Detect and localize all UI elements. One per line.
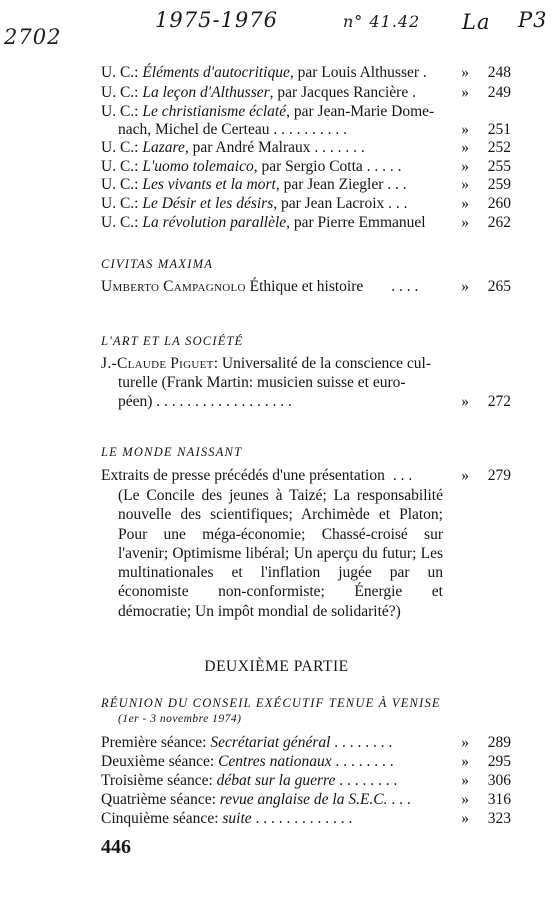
part-title: DEUXIÈME PARTIE xyxy=(204,658,349,675)
page-ref: 289 xyxy=(487,734,511,751)
guillemet: » xyxy=(461,467,469,484)
entry-prefix: U. C.: xyxy=(101,84,143,101)
entry-text xyxy=(101,176,407,194)
entry-title-continued: turelle (Frank Martin: musicien suisse et euro- xyxy=(118,374,406,391)
entry-author: , par Sergio Cotta xyxy=(253,158,363,175)
entry-title: suite xyxy=(222,810,252,827)
page-ref: 306 xyxy=(487,772,511,789)
guillemet: » xyxy=(461,195,469,212)
author-last-name: Piguet xyxy=(170,355,214,372)
dot-leader: . . . . . . . . xyxy=(330,734,393,751)
entry-author: , par Jean Ziegler xyxy=(275,176,384,193)
entry-text xyxy=(101,753,394,771)
entry-author: , par Louis Althusser xyxy=(289,64,420,81)
entry-title: revue anglaise de la S.E.C. xyxy=(219,791,388,808)
guillemet: » xyxy=(461,393,469,410)
entry-description: (Le Concile des jeunes à Taizé; La responsabilité nouvelle des scientifiques; Archimède et Platon; Pour une méga-économie; Chassé-croisé sur l'avenir; Optimisme libéral; Un aperçu du futur; Les multinationales et l'inflation jugée par un économiste non-conformiste; Énergie et démocratie; Un impôt mondial de solidarité?) xyxy=(118,487,443,620)
entry-text xyxy=(101,810,352,828)
guillemet: » xyxy=(461,772,469,789)
guillemet: » xyxy=(461,278,469,295)
handwritten-note-p3: P3 xyxy=(518,8,548,32)
guillemet: » xyxy=(461,158,469,175)
page-ref: 279 xyxy=(487,467,511,484)
guillemet: » xyxy=(461,121,469,138)
guillemet: » xyxy=(461,753,469,770)
handwritten-note-la: La xyxy=(462,10,491,34)
page-ref: 262 xyxy=(487,214,511,231)
handwritten-years: 1975-1976 xyxy=(155,8,278,32)
entry-title: Secrétariat général xyxy=(210,734,331,751)
page-ref: 265 xyxy=(487,278,511,295)
section-heading-reunion: RÉUNION DU CONSEIL EXÉCUTIF TENUE À VENISE xyxy=(101,696,441,710)
dot-leader: . . . xyxy=(383,176,407,193)
entry-text xyxy=(101,103,434,121)
entry-title: débat sur la guerre xyxy=(216,772,336,789)
entry-text xyxy=(101,791,411,809)
entry-prefix: U. C.: xyxy=(101,139,143,156)
entry-text xyxy=(101,772,397,790)
page-ref: 251 xyxy=(487,121,511,138)
entry-title: Centres nationaux xyxy=(218,753,332,770)
entry-title: Éthique et histoire xyxy=(245,278,364,295)
author-first-name: Umberto xyxy=(101,278,160,295)
author-first-name: J.-Claude xyxy=(101,355,167,372)
dot-leader: . . . . . . . . xyxy=(331,753,394,770)
entry-prefix: U. C.: xyxy=(101,103,143,120)
guillemet: » xyxy=(461,810,469,827)
session-label: Première séance: xyxy=(101,734,211,751)
page-number: 446 xyxy=(101,836,131,858)
dot-leader: . . . . . . . xyxy=(310,139,365,156)
entry-title: Éléments d'autocritique xyxy=(142,64,290,81)
author-last-name: Campagnolo xyxy=(163,278,246,295)
entry-author: nach, Michel de Certeau xyxy=(118,121,270,138)
entry-author: , par Jacques Rancière xyxy=(269,84,409,101)
entry-text xyxy=(101,158,402,176)
section-heading-monde: LE MONDE NAISSANT xyxy=(101,445,243,459)
page-ref: 316 xyxy=(487,791,511,808)
entry-title: Le Désir et les désirs xyxy=(142,195,274,212)
page-ref: 259 xyxy=(487,176,511,193)
entry-title: Le christianisme éclaté xyxy=(142,103,287,120)
page-ref: 260 xyxy=(487,195,511,212)
entry-text xyxy=(101,139,365,157)
entry-title: La révolution parallèle xyxy=(142,214,287,231)
dot-leader: . . . xyxy=(384,195,408,212)
dot-leader: . . . . . . . . . . . . . . . . . . xyxy=(152,393,292,410)
entry-prefix: U. C.: xyxy=(101,158,143,175)
entry-title: : Universalité de la conscience cul- xyxy=(213,355,432,372)
entry-author: , par Jean Lacroix xyxy=(273,195,385,212)
entry-text xyxy=(101,84,416,102)
entry-text xyxy=(101,734,392,752)
dot-leader: . xyxy=(419,64,427,81)
page-ref: 295 xyxy=(487,753,511,770)
guillemet: » xyxy=(461,64,469,81)
meeting-dates: (1er - 3 novembre 1974) xyxy=(118,713,242,725)
entry-prefix: U. C.: xyxy=(101,64,143,81)
session-label: Cinquième séance: xyxy=(101,810,223,827)
entry-author: , par André Malraux xyxy=(184,139,311,156)
dot-leader: . . . . . . . . xyxy=(335,772,398,789)
entry-title: Lazare xyxy=(142,139,185,156)
handwritten-catalog-number: 2702 xyxy=(4,25,62,49)
guillemet: » xyxy=(461,139,469,156)
session-label: Troisième séance: xyxy=(101,772,217,789)
guillemet: » xyxy=(461,734,469,751)
entry-text xyxy=(101,64,427,82)
dot-leader: . xyxy=(408,84,416,101)
entry-prefix: U. C.: xyxy=(101,214,143,231)
page-ref: 272 xyxy=(487,393,511,410)
guillemet: » xyxy=(461,84,469,101)
dot-leader: . . . . . . . . . . . . . xyxy=(251,810,353,827)
guillemet: » xyxy=(461,791,469,808)
dot-leader: . . . . . . . . . . xyxy=(269,121,347,138)
entry-title: Extraits de presse précédés d'une présentation xyxy=(101,467,385,484)
session-label: Deuxième séance: xyxy=(101,753,219,770)
entry-title: Les vivants et la mort xyxy=(142,176,276,193)
entry-author: , par Jean-Marie Dome- xyxy=(286,103,435,120)
session-label: Quatrième séance: xyxy=(101,791,220,808)
page-ref: 323 xyxy=(487,810,511,827)
entry-text xyxy=(101,195,408,213)
page-ref: 248 xyxy=(487,64,511,81)
entry-title: La leçon d'Althusser xyxy=(142,84,270,101)
page-ref: 255 xyxy=(487,158,511,175)
section-heading-art: L'ART ET LA SOCIÉTÉ xyxy=(101,334,244,348)
entry-prefix: U. C.: xyxy=(101,195,143,212)
entry-author: , par Pierre Emmanuel xyxy=(286,214,426,231)
handwritten-issue-number: n° 41.42 xyxy=(343,12,421,31)
guillemet: » xyxy=(461,214,469,231)
dot-leader: . . . xyxy=(392,467,413,484)
dot-leader: . . . xyxy=(387,791,411,808)
entry-text xyxy=(118,121,347,139)
dot-leader: . . . . . xyxy=(362,158,402,175)
dot-leader: . . . . xyxy=(391,278,419,295)
entry-title: L'uomo tolemaico xyxy=(142,158,254,175)
page-ref: 249 xyxy=(487,84,511,101)
entry-text xyxy=(101,214,426,232)
guillemet: » xyxy=(461,176,469,193)
entry-title-continued: péen) xyxy=(118,393,153,410)
page-ref: 252 xyxy=(487,139,511,156)
section-heading-civitas: CIVITAS MAXIMA xyxy=(101,257,214,271)
entry-prefix: U. C.: xyxy=(101,176,143,193)
